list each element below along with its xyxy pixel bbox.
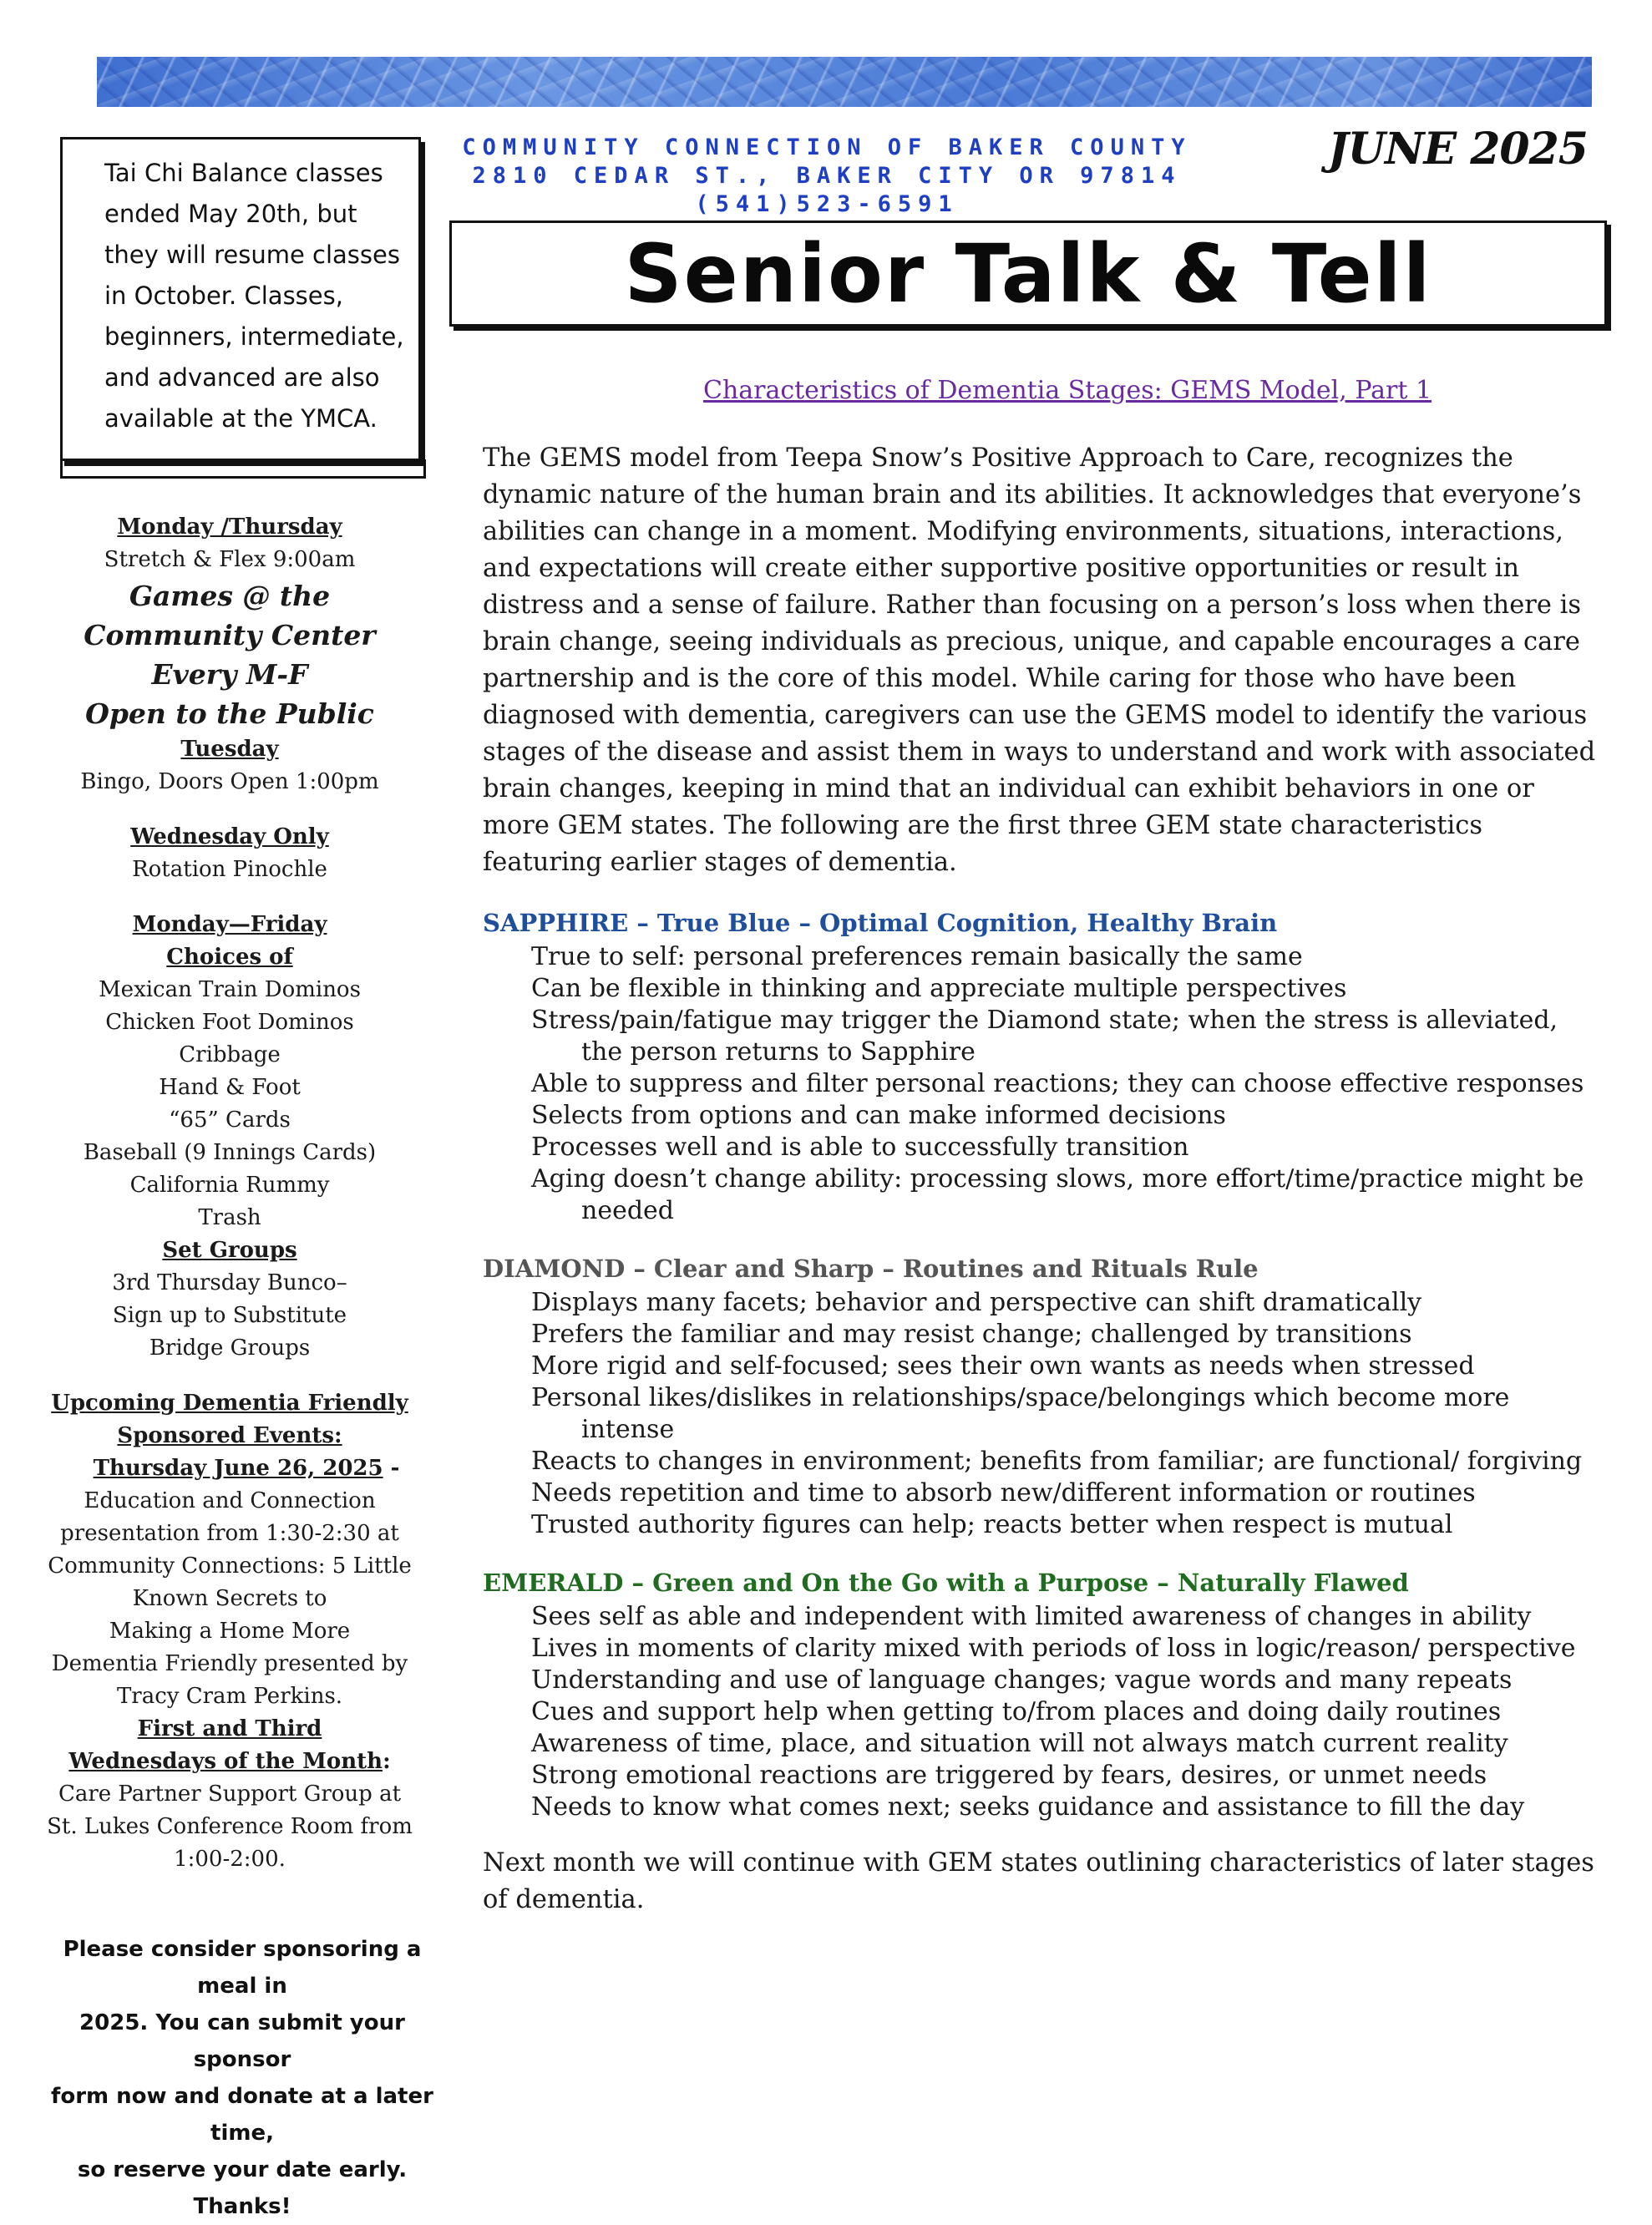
event-2-line: Care Partner Support Group at: [58, 1782, 402, 1807]
sponsor-line: Please consider sponsoring a meal in: [63, 1937, 422, 1999]
set-group-item: Bridge Groups: [149, 1336, 311, 1361]
gem-item: Trusted authority figures can help; reacts better when respect is mutual: [531, 1510, 1453, 1539]
mon-fri-heading: Monday—Friday: [132, 912, 327, 937]
choice-item: Hand & Foot: [159, 1075, 301, 1100]
gem-item: Reacts to changes in environment; benefits from familiar; are functional/ forgiving: [531, 1447, 1583, 1476]
organization-name: COMMUNITY CONNECTION OF BAKER COUNTY: [462, 134, 1192, 160]
event-1-line: Known Secrets to: [132, 1586, 327, 1611]
notice-box: [60, 137, 421, 461]
title-box-top-rule: [452, 220, 1604, 223]
issue-date: JUNE 2025: [1328, 124, 1588, 175]
gem-item: Prefers the familiar and may resist change; challenged by transitions: [531, 1320, 1412, 1349]
event-2-line: St. Lukes Conference Room from: [47, 1814, 413, 1839]
gem-item: Sees self as able and independent with limited awareness of changes in ability: [531, 1602, 1532, 1631]
choice-item: California Rummy: [129, 1173, 330, 1198]
gem-list-diamond: [483, 1287, 1602, 1541]
gem-item: Cues and support help when getting to/from places and doing daily routines: [531, 1697, 1502, 1726]
gem-section-emerald: [483, 1564, 1602, 1823]
gem-item: Lives in moments of clarity mixed with periods of loss in logic/reason/ perspective: [531, 1634, 1576, 1663]
choice-item: “65” Cards: [169, 1107, 291, 1133]
gem-heading-emerald: EMERALD – Green and On the Go with a Purpose – Naturally Flawed: [483, 1569, 1409, 1597]
sponsor-line: 2025. You can submit your sponsor: [79, 2010, 405, 2072]
gem-item: Aging doesn’t change ability: processing slows, more effort/time/practice might be needed: [531, 1164, 1584, 1225]
tuesday-item: Bingo, Doors Open 1:00pm: [80, 769, 379, 794]
events-heading-line-2: Sponsored Events:: [117, 1423, 342, 1448]
gem-item: Needs to know what comes next; seeks guidance and assistance to fill the day: [531, 1792, 1525, 1822]
set-group-item: 3rd Thursday Bunco–: [112, 1270, 347, 1295]
event-1-line: Tracy Cram Perkins.: [116, 1684, 343, 1709]
title-box: [449, 220, 1607, 327]
sponsor-notice: [33, 1931, 451, 2225]
header-banner: [97, 57, 1592, 107]
set-groups-heading: Set Groups: [162, 1238, 297, 1263]
activities-sidebar: [25, 511, 434, 1876]
events-heading-line-1: Upcoming Dementia Friendly: [51, 1391, 408, 1416]
event-1-date: Thursday June 26, 2025: [93, 1456, 383, 1481]
games-line-4: Open to the Public: [85, 697, 374, 730]
organization-info: [409, 134, 1244, 219]
gem-item: More rigid and self-focused; sees their own wants as needs when stressed: [531, 1351, 1475, 1381]
organization-address: 2810 CEDAR ST., BAKER CITY OR 97814: [472, 163, 1182, 189]
gem-list-emerald: [483, 1601, 1602, 1823]
gem-heading-diamond: DIAMOND – Clear and Sharp – Routines and Rituals Rule: [483, 1254, 1259, 1283]
gem-item: Stress/pain/fatigue may trigger the Diamond state; when the stress is alleviated, the person returns to Sapphire: [531, 1006, 1558, 1067]
event-2-heading-line-1: First and Third: [137, 1716, 322, 1741]
sponsor-line: so reserve your date early. Thanks!: [77, 2157, 408, 2219]
gem-item: Needs repetition and time to absorb new/different information or routines: [531, 1478, 1476, 1508]
newsletter-title: Senior Talk & Tell: [624, 227, 1432, 321]
gem-item: Displays many facets; behavior and perspective can shift dramatically: [531, 1288, 1422, 1317]
gem-item: Can be flexible in thinking and appreciate multiple perspectives: [531, 974, 1347, 1003]
article-subtitle[interactable]: Characteristics of Dementia Stages: GEMS Model, Part 1: [702, 376, 1432, 405]
event-2-colon: :: [383, 1749, 391, 1774]
mon-thu-item: Stretch & Flex 9:00am: [104, 547, 356, 572]
gem-item: True to self: personal preferences remain basically the same: [531, 942, 1303, 971]
set-group-item: Sign up to Substitute: [112, 1303, 347, 1328]
gem-item: Processes well and is able to successfully transition: [531, 1133, 1189, 1162]
gem-item: Selects from options and can make informed decisions: [531, 1101, 1226, 1130]
games-line-3: Every M-F: [151, 658, 308, 691]
event-2-line: 1:00-2:00.: [174, 1847, 286, 1872]
gem-list-sapphire: [483, 941, 1602, 1227]
organization-phone: (541)523-6591: [695, 191, 959, 217]
choice-item: Cribbage: [179, 1042, 281, 1067]
event-1-date-line: [25, 1452, 434, 1485]
games-line-1: Games @ the: [129, 580, 331, 612]
tuesday-heading: Tuesday: [180, 737, 279, 762]
event-2-heading-line-2-wrap: [25, 1746, 434, 1778]
mon-thu-heading: Monday /Thursday: [117, 514, 342, 540]
choice-item: Baseball (9 Innings Cards): [83, 1140, 377, 1165]
event-2-heading-line-2: Wednesdays of the Month: [68, 1749, 383, 1774]
wednesday-heading: Wednesday Only: [130, 824, 329, 849]
event-1-line: Making a Home More: [109, 1619, 351, 1644]
event-1-dash: -: [383, 1456, 400, 1481]
article-outro: Next month we will continue with GEM states outlining characteristics of later stages of dementia.: [483, 1848, 1594, 1914]
choice-item: Mexican Train Dominos: [99, 977, 361, 1002]
article: [483, 376, 1602, 1918]
choices-heading: Choices of: [166, 945, 293, 970]
gem-item: Understanding and use of language changes; vague words and many repeats: [531, 1665, 1513, 1695]
event-1-line: Community Connections: 5 Little: [48, 1553, 412, 1579]
event-1-line: presentation from 1:30-2:30 at: [60, 1521, 399, 1546]
notice-text: Tai Chi Balance classes ended May 20th, but they will resume classes in October. Classes, beginners, intermediate, and advanced are also available at the YMCA.: [104, 159, 404, 433]
gem-section-sapphire: [483, 905, 1602, 1227]
event-1-line: Dementia Friendly presented by: [51, 1651, 408, 1676]
choice-item: Chicken Foot Dominos: [105, 1010, 354, 1035]
gem-section-diamond: [483, 1250, 1602, 1541]
gem-heading-sapphire: SAPPHIRE – True Blue – Optimal Cognition, Healthy Brain: [483, 909, 1278, 937]
event-1-line: Education and Connection: [84, 1488, 376, 1513]
choice-item: Trash: [198, 1205, 261, 1230]
article-intro: The GEMS model from Teepa Snow’s Positive Approach to Care, recognizes the dynamic nature of the human brain and its abilities. It acknowledges that everyone’s abilities can change in a moment. Modifying environments, situations, interactions, and expectations will create either supportive positive opportunities or result in distress and a sense of failure. Rather than focusing on a person’s loss when there is brain change, seeing individuals as precious, unique, and capable encourages a care partnership and is the core of this model. While caring for those who have been diagnosed with dementia, caregivers can use the GEMS model to identify the various stages of the disease and assist them in ways to understand and work with associated brain changes, keeping in mind that an individual can exhibit behaviors in one or more GEM states. The following are the first three GEM state characteristics featuring earlier stages of dementia.: [483, 443, 1596, 877]
gem-item: Awareness of time, place, and situation will not always match current reality: [531, 1729, 1508, 1758]
wednesday-item: Rotation Pinochle: [132, 857, 327, 882]
notice-box-rule: [60, 459, 426, 479]
gem-item: Strong emotional reactions are triggered by fears, desires, or unmet needs: [531, 1761, 1487, 1790]
games-line-2: Community Center: [84, 619, 376, 651]
gem-item: Personal likes/dislikes in relationships/space/belongings which become more intense: [531, 1383, 1510, 1444]
sponsor-line: form now and donate at a later time,: [51, 2084, 433, 2146]
gem-item: Able to suppress and filter personal reactions; they can choose effective responses: [531, 1069, 1584, 1098]
